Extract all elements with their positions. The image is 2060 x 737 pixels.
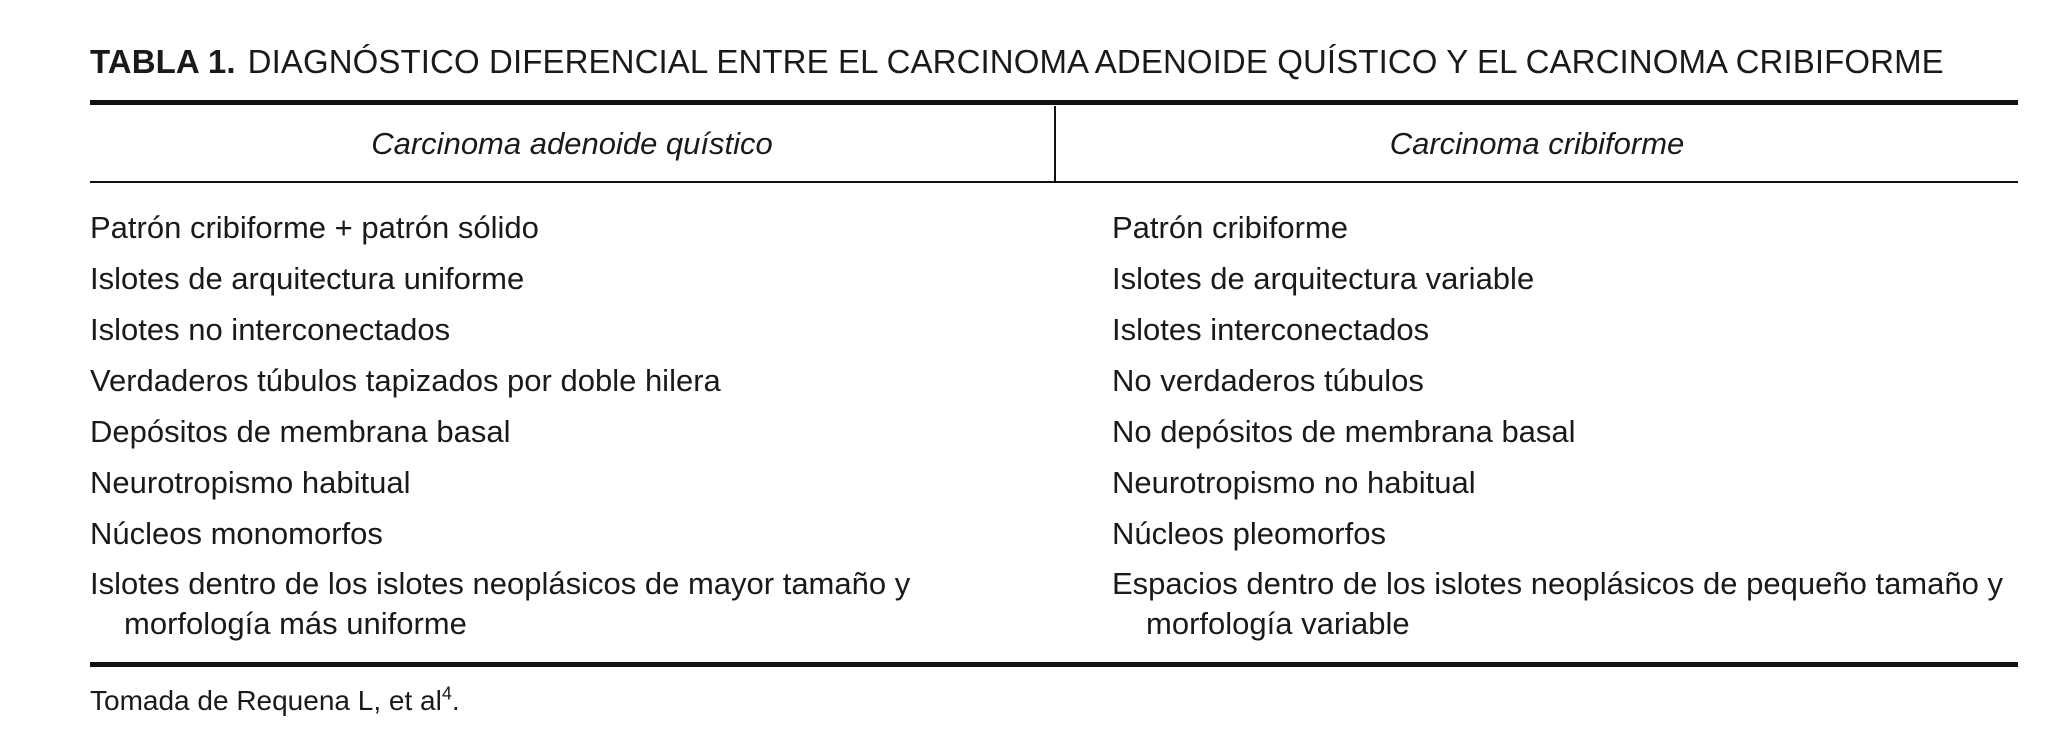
column-header-right: Carcinoma cribiforme xyxy=(1389,126,1685,161)
table-row-right: No verdaderos túbulos xyxy=(1112,363,1424,398)
column-right xyxy=(1112,202,2012,644)
footnote-end: . xyxy=(451,685,460,716)
table-row-left: Depósitos de membrana basal xyxy=(90,414,511,449)
table-caption xyxy=(90,40,1944,84)
table-footnote xyxy=(90,683,460,719)
table-row-left: Neurotropismo habitual xyxy=(90,465,411,500)
header-rule xyxy=(90,181,2018,183)
table-row-left: Verdaderos túbulos tapizados por doble hilera xyxy=(90,363,721,398)
table-row-right: No depósitos de membrana basal xyxy=(1112,414,1576,449)
table-row-left: Islotes dentro de los islotes neoplásicos de mayor tamaño y morfología más uniforme xyxy=(90,566,911,641)
column-header-left: Carcinoma adenoide quístico xyxy=(371,126,773,161)
bottom-rule xyxy=(90,662,2018,667)
table-row-right: Neurotropismo no habitual xyxy=(1112,465,1476,500)
column-left xyxy=(90,202,990,644)
table-row-left: Núcleos monomorfos xyxy=(90,516,383,551)
table-title: DIAGNÓSTICO DIFERENCIAL ENTRE EL CARCINOMA ADENOIDE QUÍSTICO Y EL CARCINOMA CRIBIFORME xyxy=(247,43,1944,80)
table-row-left: Islotes no interconectados xyxy=(90,312,451,347)
table-row-right: Islotes de arquitectura variable xyxy=(1112,261,1535,296)
footnote-text: Tomada de Requena L, et al xyxy=(90,685,442,716)
table-row-right: Espacios dentro de los islotes neoplásicos de pequeño tamaño y morfología variable xyxy=(1112,566,2003,641)
table-row-right: Patrón cribiforme xyxy=(1112,210,1349,245)
table-row-right: Núcleos pleomorfos xyxy=(1112,516,1386,551)
table-row-left: Islotes de arquitectura uniforme xyxy=(90,261,525,296)
top-rule xyxy=(90,100,2018,105)
table-row-right: Islotes interconectados xyxy=(1112,312,1430,347)
table-row-left: Patrón cribiforme + patrón sólido xyxy=(90,210,539,245)
footnote-reference: 4 xyxy=(441,683,452,704)
table-label: TABLA 1. xyxy=(90,43,236,80)
